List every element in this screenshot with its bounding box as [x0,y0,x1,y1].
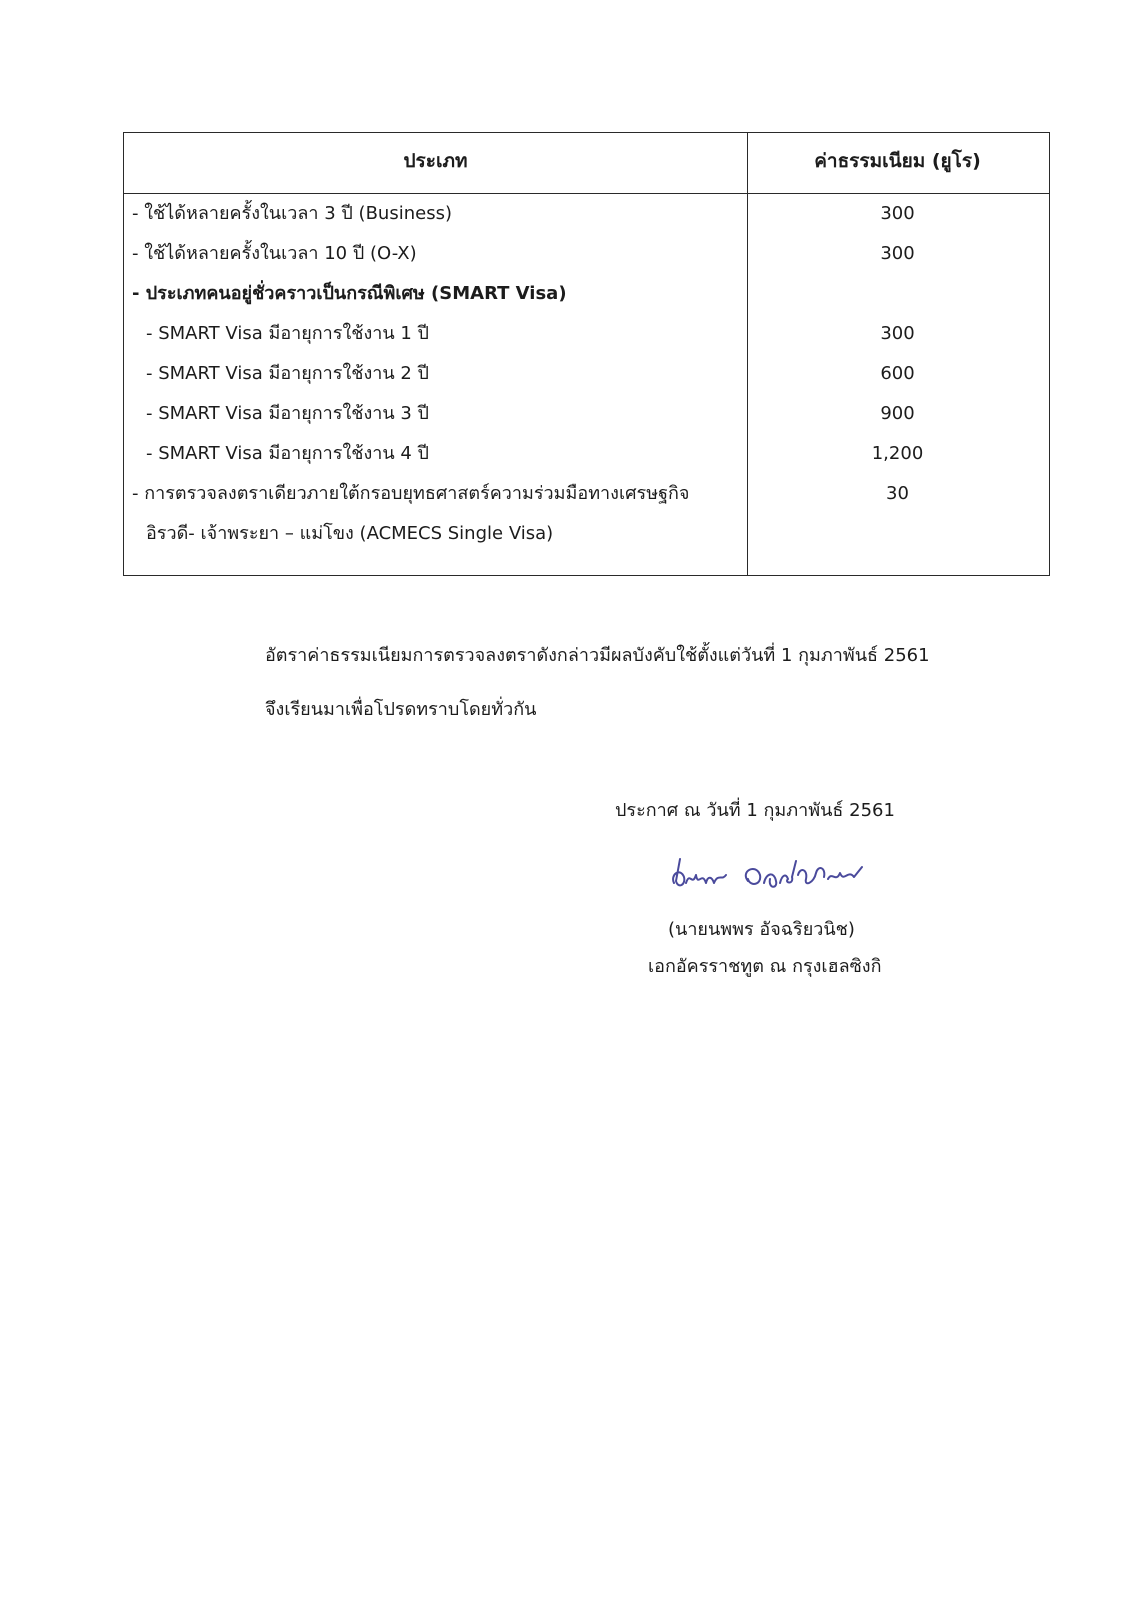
row-fee: 600 [880,363,915,384]
row-type: - SMART Visa มีอายุการใช้งาน 2 ปี [146,363,429,384]
row-type-section-heading: - ประเภทคนอยู่ชั่วคราวเป็นกรณีพิเศษ (SMART Visa) [132,283,567,304]
announcement-date: ประกาศ ณ วันที่ 1 กุมภาพันธ์ 2561 [615,800,895,821]
table-row [124,194,1048,234]
handwritten-signature [668,853,878,901]
row-type-continuation: อิรวดี- เจ้าพระยา – แม่โขง (ACMECS Single Visa) [146,523,554,544]
effective-date-paragraph: อัตราค่าธรรมเนียมการตรวจลงตราดังกล่าวมีผลบังคับใช้ตั้งแต่วันที่ 1 กุมภาพันธ์ 2561 [265,645,930,666]
row-fee: 300 [880,243,915,264]
table-row [124,474,1048,514]
row-fee: 300 [880,323,915,344]
header-type: ประเภท [403,150,468,172]
row-fee: 1,200 [871,443,924,464]
row-type: - ใช้ได้หลายครั้งในเวลา 3 ปี (Business) [132,203,452,224]
row-fee: 300 [880,203,915,224]
table-row [124,234,1048,274]
row-type: - การตรวจลงตราเดียวภายใต้กรอบยุทธศาสตร์ความร่วมมือทางเศรษฐกิจ [132,483,690,504]
signatory-name: (นายนพพร อัจฉริยวนิช) [668,919,855,940]
row-type: - SMART Visa มีอายุการใช้งาน 1 ปี [146,323,429,344]
table-row [124,434,1048,474]
row-type: - ใช้ได้หลายครั้งในเวลา 10 ปี (O-X) [132,243,417,264]
row-type: - SMART Visa มีอายุการใช้งาน 3 ปี [146,403,429,424]
table-row [124,314,1048,354]
table-row [124,394,1048,434]
signatory-title: เอกอัครราชทูต ณ กรุงเฮลซิงกิ [648,956,882,977]
header-fee: ค่าธรรมเนียม (ยูโร) [814,150,981,172]
row-fee: 900 [880,403,915,424]
table-row [124,354,1048,394]
row-fee: 30 [886,483,909,504]
visa-fee-table [123,132,1050,576]
row-type: - SMART Visa มีอายุการใช้งาน 4 ปี [146,443,429,464]
table-row [124,514,1048,554]
closing-paragraph: จึงเรียนมาเพื่อโปรดทราบโดยทั่วกัน [265,699,537,720]
table-row [124,274,1048,314]
